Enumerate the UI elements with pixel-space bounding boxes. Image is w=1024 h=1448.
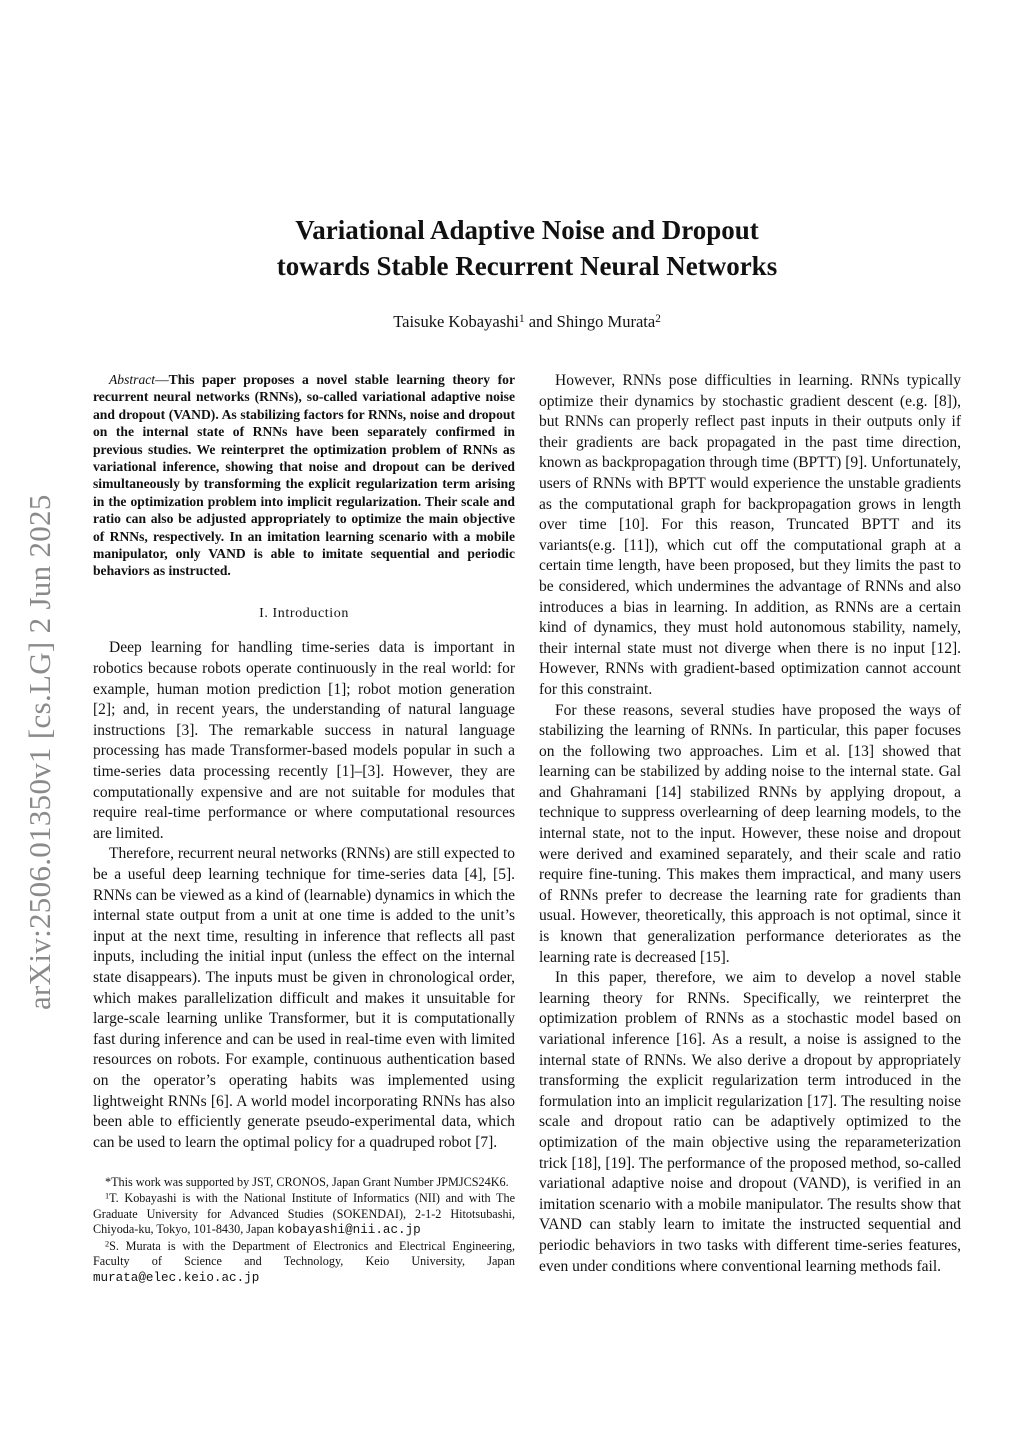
title-line-2: towards Stable Recurrent Neural Networks xyxy=(276,251,778,281)
abstract-dash: — xyxy=(155,372,169,387)
author-affiliation-mark-2: 2 xyxy=(655,312,661,325)
arxiv-identifier-stamp: arXiv:2506.01350v1 [cs.LG] 2 Jun 2025 xyxy=(22,494,57,1010)
footnote-2-mark: 2 xyxy=(105,1238,110,1248)
abstract xyxy=(93,371,515,580)
footnote-2-email[interactable]: murata@elec.keio.ac.jp xyxy=(93,1270,260,1285)
footnote-2-text: S. Murata is with the Department of Electronics and Electrical Engineering, Faculty of Science and Technology, Keio University, Japan xyxy=(93,1238,515,1269)
intro-paragraph-3: However, RNNs pose difficulties in learning. RNNs typically optimize their dynamics by stochastic gradient descent (e.g. [8]), but RNNs can properly reflect past inputs in their outputs only if their gradients are back propagated in the past time direction, known as backpropagation through time (BPTT) [9]. Unfortunately, users of RNNs with BPTT would experience the unstable gradients as the computational graph for backpropagation grows in length over time [10]. For this reason, Truncated BPTT and its variants(e.g. [11]), which cut off the computational graph at a certain time length, have been proposed, but they limits the past to be considered, which undermines the advantage of RNNs and also introduces a bias in learning. In addition, as RNNs are a certain kind of dynamics, they must hold autonomous stability, namely, their internal state must not diverge when there is no input [12]. However, RNNs with gradient-based optimization cannot account for this constraint. xyxy=(539,372,961,698)
author-kobayashi: Taisuke Kobayashi xyxy=(393,312,519,331)
footnote-1 xyxy=(93,1191,515,1239)
paper-title xyxy=(170,212,884,284)
footnote-1-text: T. Kobayashi is with the National Institute of Informatics (NII) and with The Graduate University for Advanced Studies (SOKENDAI), 2-1-2 Hitotsubashi, Chiyoda-ku, Tokyo, 101-8430, Japan xyxy=(93,1190,515,1237)
footnotes xyxy=(93,1175,515,1286)
intro-paragraph-4: For these reasons, several studies have proposed the ways of stabilizing the learning of RNNs. In particular, this paper focuses on the following two approaches. Lim et al. [13] showed that learning can be stabilized by adding noise to the internal state. Gal and Ghahramani [14] stabilized RNNs by applying dropout, a technique to suppress overlearning of deep learning models, to the internal state, not to the input. However, these noise and dropout were derived and examined separately, and their scale and ratio require fine-tuning. This makes them impractical, and many users of RNNs prefer to decrease the learning rate for gradients than usual. However, theoretically, this approach is not optimal, since it is known that generalization performance deteriorates as the learning rate is decreased [15]. xyxy=(539,701,961,966)
title-line-1: Variational Adaptive Noise and Dropout xyxy=(295,215,759,245)
abstract-label: Abstract xyxy=(109,372,156,387)
abstract-text: This paper proposes a novel stable learning theory for recurrent neural networks (RNNs), so-called variational adaptive noise and dropout (VAND). As stabilizing factors for RNNs, noise and dropout on the internal state of RNNs have been separately confirmed in previous studies. We reinterpret the optimization problem of RNNs as variational inference, showing that noise and dropout can be derived simultaneously by transforming the explicit regularization term arising in the optimization problem into implicit regularization. Their scale and ratio can also be adjusted appropriately to optimize the main objective of RNNs, respectively. In an imitation learning scenario with a mobile manipulator, only VAND is able to imitate sequential and periodic behaviors as instructed. xyxy=(93,372,515,579)
right-column xyxy=(539,371,961,1277)
section-heading-introduction: I. Introduction xyxy=(259,605,349,621)
intro-paragraph-1: Deep learning for handling time-series data is important in robotics because robots operate continuously in the real world: for example, human motion prediction [1]; robot motion generation [2]; and, in recent years, the understanding of natural language instructions [3]. The remarkable success in natural language processing has made Transformer-based models popular in such a time-series data processing recently [1]–[3]. However, they are computationally expensive and are not suitable for modules that require real-time performance or where computational resources are limited. xyxy=(93,639,515,842)
footnote-1-mark: 1 xyxy=(105,1191,110,1201)
author-affiliation-mark-1: 1 xyxy=(518,312,525,325)
intro-paragraph-5: In this paper, therefore, we aim to develop a novel stable learning theory for RNNs. Specifically, we reinterpret the optimization problem of RNNs as a stochastic model based on variational inference [16]. As a result, a noise is assigned to the internal state of RNNs. We also derive a dropout by appropriately transforming the explicit regularization term introduced in the formulation into an implicit regularization [17]. The resulting noise scale and dropout ratio can be adaptively optimized to the optimization of the main objective using the reparameterization trick [18], [19]. The performance of the proposed method, so-called variational adaptive noise and dropout (VAND), is verified in an imitation scenario with a mobile manipulator. The results show that VAND can stably learn to imitate the instructed sequential and periodic behaviors in two tasks with different time-series features, even under conditions where conventional learning methods fail. xyxy=(539,969,961,1275)
footnote-1-email[interactable]: kobayashi@nii.ac.jp xyxy=(277,1223,421,1238)
left-column xyxy=(93,371,515,1286)
author-list xyxy=(170,310,884,334)
author-murata: Shingo Murata xyxy=(556,312,656,331)
footnote-2 xyxy=(93,1239,515,1287)
intro-paragraph-2: Therefore, recurrent neural networks (RNNs) are still expected to be a useful deep learning technique for time-series data [4], [5]. RNNs can be viewed as a kind of (learnable) dynamics in which the internal state output from a unit at one time is added to the unit’s input at the next time, resulting in inference that reflects all past inputs, including the initial input (unless the effect on the internal state disappears). The inputs must be given in chronological order, which makes parallelization difficult and makes it unsuitable for large-scale learning unlike Transformer, but it is computationally fast during inference and can be used in real-time even with limited resources on robots. For example, continuous authentication based on the operator’s operating habits was implemented using lightweight RNNs [6]. A world model incorporating RNNs has also been able to efficiently generate pseudo-experimental data, which can be used to learn the optimal policy for a quadruped robot [7]. xyxy=(93,845,515,1151)
footnote-funding: *This work was supported by JST, CRONOS, Japan Grant Number JPMJCS24K6. xyxy=(105,1175,509,1190)
author-connector: and xyxy=(524,312,557,331)
